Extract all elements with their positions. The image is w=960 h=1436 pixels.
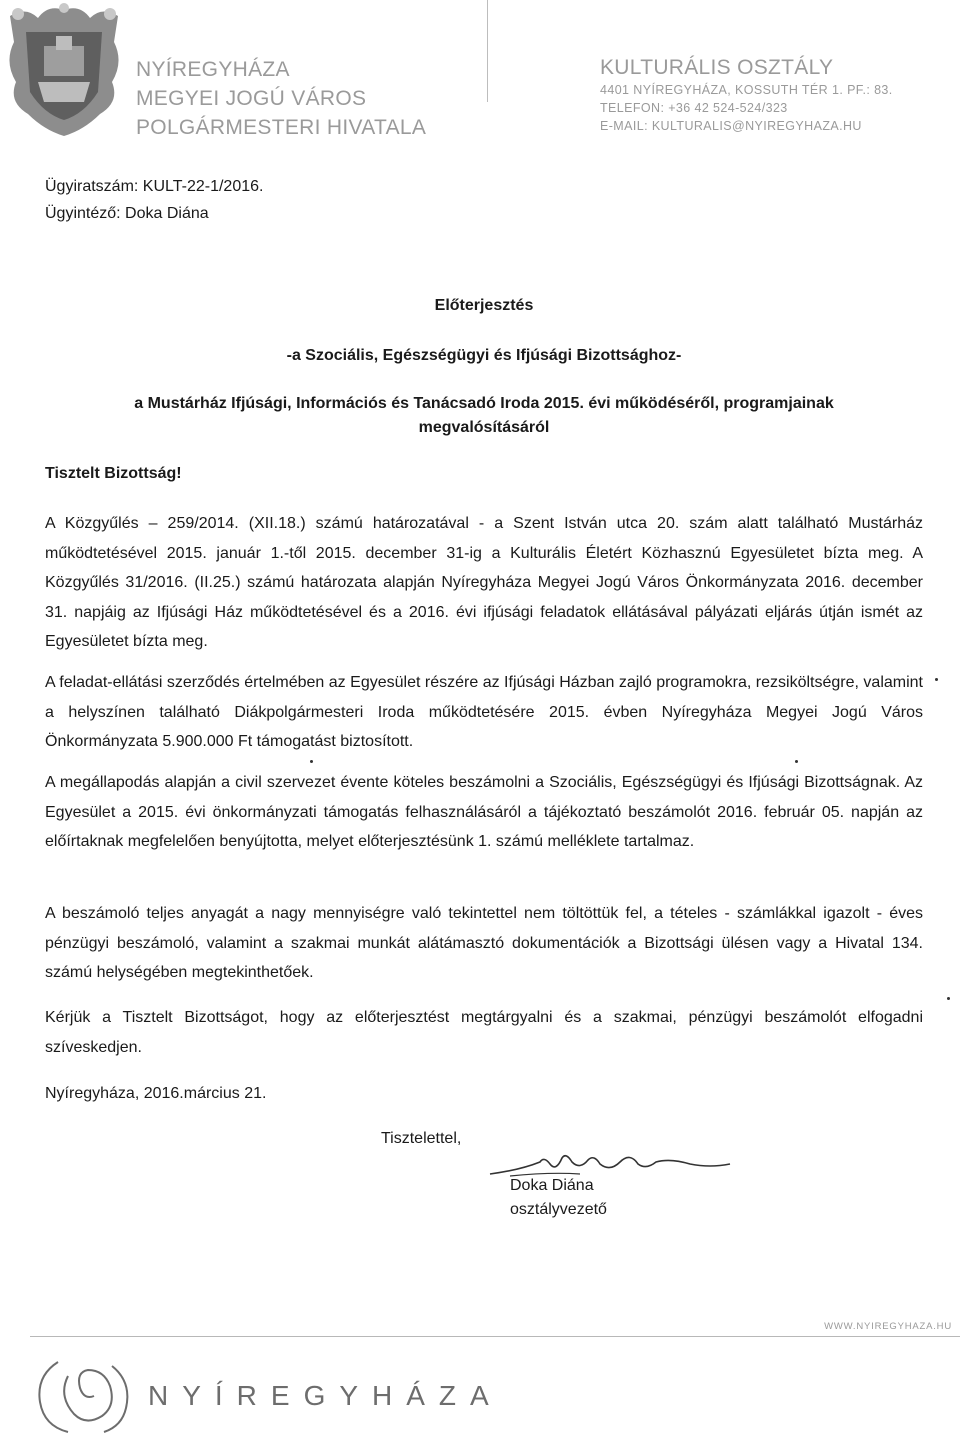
salutation: Tisztelt Bizottság! [45, 465, 182, 482]
city-crest-logo [4, 2, 124, 140]
closing-phrase: Tisztelettel, [381, 1130, 462, 1147]
scan-speck [947, 997, 950, 1000]
signer-title: osztályvezető [510, 1201, 607, 1218]
handwritten-signature [480, 1142, 740, 1182]
case-handler: Ügyintéző: Doka Diána [45, 205, 209, 222]
file-number: Ügyiratszám: KULT-22-1/2016. [45, 178, 264, 195]
signer-name: Doka Diána [510, 1177, 594, 1194]
department-block [600, 55, 893, 135]
footer-city-emblem [28, 1356, 138, 1436]
document-subject-line-1: a Mustárház Ifjúsági, Információs és Tanácsadó Iroda 2015. évi működéséről, programjainak [134, 395, 834, 412]
header-divider [487, 0, 488, 102]
issuer-organization [136, 55, 426, 142]
department-phone: TELEFON: +36 42 524-524/323 [600, 101, 788, 115]
scan-speck [935, 678, 938, 681]
paragraph-3: A megállapodás alapján a civil szervezet évente köteles beszámolni a Szociális, Egészségügyi és Ifjúsági Bizottságnak. Az Egyesület a 2015. évi önkormányzati támogatás felhasználásáról a tájékoztató beszámolót 2016. február 05. napján az előírtaknak megfelelően benyújtotta, melyet előterjesztésünk 1. számú melléklete tartalmaz. [45, 774, 923, 850]
paragraph-2: A feladat-ellátási szerződés értelmében az Egyesület részére az Ifjúsági Házban zajló programokra, rezsiköltségre, valamint a helyszínen található Diákpolgármesteri Iroda működtetésére 2015. évben Nyíregyháza Megyei Jogú Város Önkormányzata 5.900.000 Ft támogatást biztosított. [45, 674, 923, 750]
footer-wordmark: NYÍREGYHÁZA [148, 1380, 503, 1411]
department-address: 4401 NYÍREGYHÁZA, KOSSUTH TÉR 1. PF.: 83. [600, 83, 893, 97]
scan-speck [795, 760, 798, 763]
department-email: E-MAIL: KULTURALIS@NYIREGYHAZA.HU [600, 119, 862, 133]
org-line-county: MEGYEI JOGÚ VÁROS [136, 87, 367, 110]
footer-divider [30, 1336, 960, 1337]
department-name: KULTURÁLIS OSZTÁLY [600, 56, 834, 79]
paragraph-1: A Közgyűlés – 259/2014. (XII.18.) számú határozatával - a Szent István utca 20. szám alatt található Mustárház működtetésével 2015. január 1.-től 2015. december 31-ig a Kulturális Életért Közhasznú Egyesületet bízta meg. A Közgyűlés 31/2016. (II.25.) számú határozata alapján Nyíregyháza Megyei Jogú Város Önkormányzata 2016. december 31. napjáig az Ifjúsági Ház működtetésével és a 2016. évi ifjúsági feladatok ellátásával pályázati eljárás útján ismét az Egyesületet bízta meg. [45, 515, 923, 650]
document-recipient: -a Szociális, Egészségügyi és Ifjúsági Bizottsághoz- [286, 347, 682, 364]
place-and-date: Nyíregyháza, 2016.március 21. [45, 1085, 267, 1102]
paragraph-4: A beszámoló teljes anyagát a nagy mennyiségre való tekintettel nem töltöttük fel, a tételes - számlákkal igazolt - éves pénzügyi beszámoló, valamint a szakmai munkát alátámasztó dokumentációk a Bizottsági ülésen vagy a Hivatal 134. számú helységében megtekinthetőek. [45, 905, 923, 981]
scan-speck [310, 760, 313, 763]
footer-website: WWW.NYIREGYHAZA.HU [824, 1321, 952, 1332]
org-line-office: POLGÁRMESTERI HIVATALA [136, 116, 427, 139]
document-heading: Előterjesztés [434, 297, 534, 314]
org-line-city: NYÍREGYHÁZA [136, 58, 290, 81]
document-subject-line-2: megvalósításáról [418, 419, 550, 436]
paragraph-5: Kérjük a Tisztelt Bizottságot, hogy az előterjesztést megtárgyalni és a szakmai, pénzügyi beszámolót elfogadni szíveskedjen. [45, 1009, 923, 1056]
